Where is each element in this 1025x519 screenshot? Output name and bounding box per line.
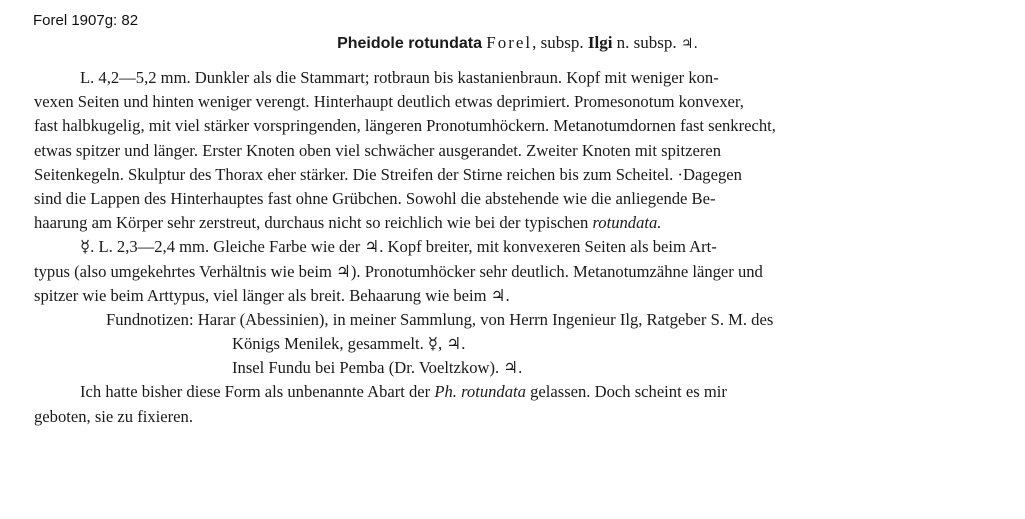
subspecies-name: Ilgi <box>587 33 613 52</box>
text-line: spitzer wie beim Arttypus, viel länger als breit. Behaarung wie beim ♃. <box>34 285 510 305</box>
text-line: sind die Lappen des Hinterhauptes fast ohne Grübchen. Sowohl die abstehende wie die anliegende Be- <box>34 188 716 208</box>
text-line: Insel Fundu bei Pemba (Dr. Voeltzkow). ♃. <box>232 358 523 378</box>
text-line <box>34 211 996 235</box>
text-line: geboten, sie zu fixieren. <box>34 406 193 426</box>
text-line: Königs Menilek, gesammelt. ☿, ♃. <box>232 334 466 354</box>
text-line: etwas spitzer und länger. Erster Knoten oben viel schwächer ausgerandet. Zweiter Knoten mit spitzeren <box>34 140 722 160</box>
citation: Forel 1907g: 82 <box>33 12 139 29</box>
caste-symbol: ♃. <box>680 36 698 52</box>
text-line: vexen Seiten und hinten weniger verengt. Hinterhaupt deutlich etwas deprimiert. Promesonotum konvexer, <box>34 92 744 112</box>
text-segment: Ich hatte bisher diese Form als unbenannte Abart der <box>80 382 431 402</box>
italic-term: rotundata. <box>592 213 662 233</box>
text-line <box>34 380 996 404</box>
species-name: Pheidole rotundata <box>337 35 482 52</box>
text-line: L. 4,2—5,2 mm. Dunkler als die Stammart; rotbraun bis kastanienbraun. Kopf mit weniger kon- <box>80 68 719 87</box>
text-segment: haarung am Körper sehr zerstreut, durchaus nicht so reichlich wie bei der typischen <box>34 213 589 233</box>
description-text <box>34 66 996 429</box>
rank: subsp. <box>540 33 584 52</box>
italic-term: Ph. rotundata <box>434 382 526 402</box>
text-line: fast halbkugelig, mit viel stärker vorspringenden, längeren Pronotumhöckern. Metanotumdornen fast senkrecht, <box>34 116 776 136</box>
text-line: typus (also umgekehrtes Verhältnis wie beim ♃). Pronotumhöcker sehr deutlich. Metanotumzähne länger und <box>34 261 763 281</box>
status: n. subsp. <box>616 33 677 52</box>
text-line: Seitenkegeln. Skulptur des Thorax eher stärker. Die Streifen der Stirne reichen bis zum Scheitel. ·Dagegen <box>34 164 742 184</box>
text-segment: gelassen. Doch scheint es mir <box>530 382 727 402</box>
text-line: Fundnotizen: Harar (Abessinien), in meiner Sammlung, von Herrn Ingenieur Ilg, Ratgeber S. M. des <box>106 309 774 329</box>
text-line: ☿. L. 2,3—2,4 mm. Gleiche Farbe wie der ♃. Kopf breiter, mit konvexeren Seiten als beim Art- <box>80 237 717 257</box>
page-heading: Pheidole rotundata Forel, subsp. Ilgi n. subsp. ♃. <box>337 33 698 52</box>
author-name: Forel <box>486 33 533 52</box>
